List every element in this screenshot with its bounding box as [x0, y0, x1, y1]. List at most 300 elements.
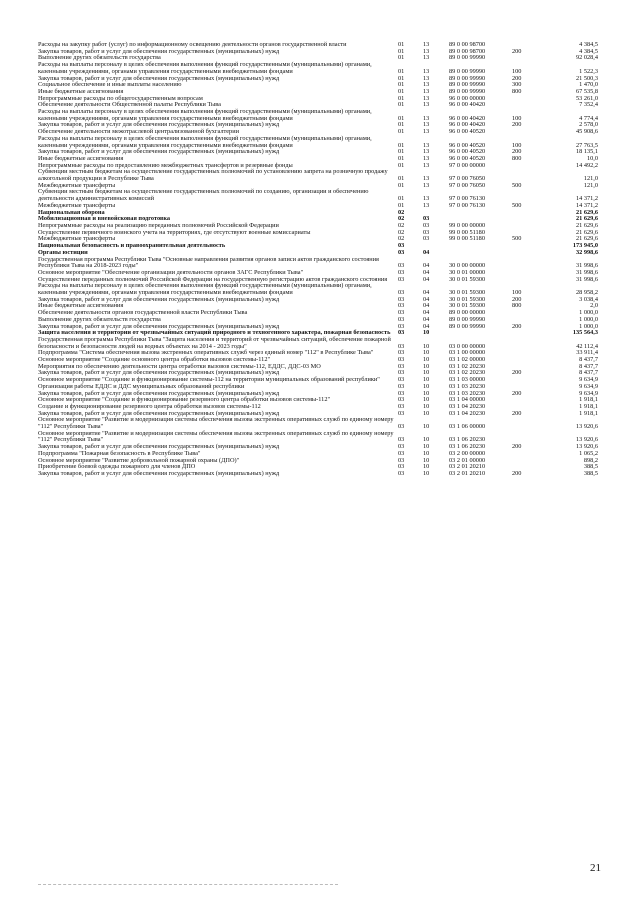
target-article-cell: 89 0 00 99990 [449, 322, 486, 330]
target-article-cell: 96 0 00 40420 [449, 121, 486, 129]
expense-name-cell: Обеспечение деятельности Общественной палаты Республики Тыва [38, 101, 221, 109]
section-code-cell: 01 [398, 94, 405, 102]
section-code-cell: 03 [398, 470, 405, 477]
expense-name-cell: Основное мероприятие "Создание и функционирование системы-112 на территории муниципальных образований республики" [38, 376, 380, 384]
target-article-cell: 96 0 00 40520 [449, 148, 486, 156]
expense-name-cell: Защита населения и территории от чрезвычайных ситуаций природного и техногенного характера, пожарная безопасность [38, 329, 391, 337]
amount-cell: 1 918,1 [579, 402, 598, 410]
expense-type-cell: 200 [512, 121, 522, 129]
expense-name-cell: Закупка товаров, работ и услуг для обеспечения государственных (муниципальных) нужд [38, 322, 280, 330]
subsection-code-cell: 10 [423, 362, 430, 370]
amount-cell: 14 371,2 [575, 195, 598, 203]
subsection-code-cell: 10 [423, 409, 430, 417]
section-code-cell: 03 [398, 423, 405, 431]
amount-cell: 13 920,6 [575, 436, 598, 444]
target-article-cell: 89 0 00 98700 [449, 41, 486, 48]
amount-cell: 31 998,6 [575, 268, 598, 276]
section-code-cell: 01 [398, 148, 405, 156]
target-article-cell: 30 0 01 59300 [449, 289, 486, 297]
expense-type-cell: 200 [512, 295, 522, 303]
target-article-cell: 03 1 06 20230 [449, 443, 486, 451]
subsection-code-cell: 10 [423, 456, 430, 464]
amount-cell: 388,5 [583, 470, 598, 477]
amount-cell: 13 920,6 [575, 443, 598, 451]
amount-cell: 33 911,4 [576, 349, 598, 357]
expense-type-cell: 200 [512, 443, 522, 451]
expense-type-cell: 100 [512, 67, 522, 75]
target-article-cell: 30 0 01 00000 [449, 268, 486, 276]
table-row [38, 203, 598, 210]
amount-cell: 1 918,1 [579, 396, 598, 404]
subsection-code-cell: 13 [423, 175, 430, 183]
amount-cell: 31 998,6 [575, 262, 598, 270]
amount-cell: 13 920,6 [575, 423, 598, 431]
section-code-cell: 03 [398, 356, 405, 364]
section-code-cell: 01 [398, 128, 405, 136]
section-code-cell: 01 [398, 154, 405, 162]
subsection-code-cell: 13 [423, 141, 430, 149]
expense-type-cell: 800 [512, 302, 522, 310]
subsection-code-cell: 10 [423, 329, 430, 337]
section-code-cell: 03 [398, 309, 405, 317]
amount-cell: 9 634,9 [579, 389, 598, 397]
expense-name-cell: Подпрограмма "Пожарная безопасность в Республике Тыва" [38, 449, 201, 457]
expense-name-cell: Организация работы ЕДДС и ДДС муниципальных образований республики [38, 382, 245, 390]
section-code-cell: 03 [398, 302, 405, 310]
subsection-code-cell: 04 [423, 248, 430, 256]
expense-name-cell: Непрограммные расходы по предоставлению межбюджетных трансфертов и резервные фонды [38, 161, 293, 169]
subsection-code-cell: 10 [423, 349, 430, 357]
target-article-cell: 89 0 00 99990 [449, 81, 486, 89]
target-article-cell: 97 0 00 76130 [449, 201, 486, 209]
expense-name-cell: Осуществление первичного воинского учета на территориях, где отсутствуют военные комиссариаты [38, 228, 311, 236]
subsection-code-cell: 04 [423, 315, 430, 323]
amount-cell: 8 437,7 [579, 356, 598, 364]
target-article-cell: 97 0 00 76050 [449, 181, 486, 189]
expense-name-cell: Приобретение боевой одежды пожарного для членов ДПО [38, 463, 196, 471]
expense-name-cell: Закупка товаров, работ и услуг для обеспечения государственных (муниципальных) нужд [38, 389, 280, 397]
table-row [38, 189, 598, 202]
subsection-code-cell: 04 [423, 322, 430, 330]
subsection-code-cell: 13 [423, 101, 430, 109]
expense-name-cell: Обеспечение деятельности органов государственной власти Республики Тыва [38, 309, 248, 317]
section-code-cell: 02 [398, 228, 405, 236]
expense-name-cell: Осуществление переданных полномочий Российской Федерации на государственную регистрацию актов гражданского состояния [38, 275, 388, 283]
amount-cell: 121,0 [583, 175, 598, 183]
subsection-code-cell: 04 [423, 295, 430, 303]
target-article-cell: 03 1 02 00000 [449, 356, 486, 364]
section-code-cell: 03 [398, 242, 405, 250]
target-article-cell: 99 0 00 51180 [449, 235, 485, 243]
section-code-cell: 01 [398, 74, 405, 82]
expense-name-cell: Создание и функционирование резервного центра обработки вызовов системы-112 [38, 402, 261, 410]
expense-name-cell: Выполнение других обязательств государства [38, 54, 161, 62]
section-code-cell: 03 [398, 322, 405, 330]
expense-type-cell: 200 [512, 322, 522, 330]
expense-name-cell: Государственная программа Республики Тыва "Защита населения и территорий от чрезвычайных ситуаций, обеспечение пожарной безопасности и безопасности людей на водных объектах на 2014 - 2023 годы" [38, 335, 391, 350]
subsection-code-cell: 13 [423, 128, 430, 136]
expense-name-cell: Мобилизационная и вневойсковая подготовка [38, 215, 171, 223]
section-code-cell: 03 [398, 396, 405, 404]
target-article-cell: 03 1 03 20230 [449, 382, 486, 390]
subsection-code-cell: 10 [423, 396, 430, 404]
table-row [38, 243, 598, 250]
target-article-cell: 03 2 00 00000 [449, 449, 486, 457]
section-code-cell: 03 [398, 436, 405, 444]
amount-cell: 21 629,6 [575, 215, 598, 223]
expense-name-cell: Расходы на выплаты персоналу в целях обеспечения выполнения функций государственными (муниципальными) органами, казенными учреждениями, органами управления государственными внебюджетными фондами [38, 134, 372, 149]
amount-cell: 18 135,1 [575, 148, 598, 156]
target-article-cell: 99 0 00 00000 [449, 221, 486, 229]
section-code-cell: 03 [398, 443, 405, 451]
target-article-cell: 96 0 00 40420 [449, 114, 486, 122]
expense-name-cell: Обеспечение деятельности межотраслевой централизованной бухгалтерии [38, 128, 239, 136]
amount-cell: 21 629,6 [575, 208, 598, 216]
amount-cell: 1 000,0 [579, 322, 598, 330]
section-code-cell: 01 [398, 47, 405, 55]
expense-name-cell: Субвенции местным бюджетам на осуществление государственных полномочий по установлению запрета на розничную продажу алкогольной продукции в Республике Тыва [38, 168, 388, 183]
target-article-cell: 96 0 00 40420 [449, 101, 486, 109]
expense-name-cell: Основное мероприятие "Развитие добровольной пожарной охраны (ДПО)" [38, 456, 240, 464]
expense-name-cell: Межбюджетные трансферты [38, 235, 116, 243]
subsection-code-cell: 13 [423, 74, 430, 82]
expense-name-cell: Закупка товаров, работ и услуг для обеспечения государственных (муниципальных) нужд [38, 47, 280, 55]
target-article-cell: 03 1 02 20230 [449, 362, 486, 370]
table-row [38, 431, 598, 444]
target-article-cell: 30 0 00 00000 [449, 262, 486, 270]
expense-name-cell: Расходы на закупку работ (услуг) по информационному освещению деятельности органов государственной власти [38, 41, 347, 48]
target-article-cell: 30 0 01 59300 [449, 295, 486, 303]
expense-type-cell: 200 [512, 47, 522, 55]
expense-name-cell: Расходы на выплаты персоналу в целях обеспечения выполнения функций государственными (муниципальными) органами, казенными учреждениями, органами управления государственными внебюджетными фондами [38, 61, 372, 75]
expense-name-cell: Закупка товаров, работ и услуг для обеспечения государственных (муниципальных) нужд [38, 121, 280, 129]
expense-name-cell: Закупка товаров, работ и услуг для обеспечения государственных (муниципальных) нужд [38, 470, 280, 477]
expense-type-cell: 200 [512, 369, 522, 377]
expense-name-cell: Иные бюджетные ассигнования [38, 154, 124, 162]
expense-name-cell: Органы юстиции [38, 248, 88, 256]
expense-name-cell: Закупка товаров, работ и услуг для обеспечения государственных (муниципальных) нужд [38, 295, 280, 303]
section-code-cell: 03 [398, 456, 405, 464]
subsection-code-cell: 13 [423, 47, 430, 55]
section-code-cell: 02 [398, 221, 405, 229]
section-code-cell: 03 [398, 362, 405, 370]
subsection-code-cell: 04 [423, 275, 430, 283]
amount-cell: 21 629,6 [575, 221, 598, 229]
section-code-cell: 03 [398, 315, 405, 323]
target-article-cell: 96 0 00 40520 [449, 141, 486, 149]
section-code-cell: 03 [398, 382, 405, 390]
section-code-cell: 02 [398, 235, 405, 243]
target-article-cell: 03 1 03 20230 [449, 389, 486, 397]
subsection-code-cell: 13 [423, 114, 430, 122]
amount-cell: 67 535,8 [575, 87, 598, 95]
expense-name-cell: Подпрограмма "Система обеспечения вызова экстренных оперативных служб через единый номер "112" в Республике Тыва" [38, 349, 374, 357]
section-code-cell: 03 [398, 376, 405, 384]
expense-name-cell: Закупка товаров, работ и услуг для обеспечения государственных (муниципальных) нужд [38, 409, 280, 417]
budget-table [38, 42, 598, 478]
subsection-code-cell: 10 [423, 470, 430, 477]
amount-cell: 14 492,2 [575, 161, 598, 169]
subsection-code-cell: 03 [423, 221, 430, 229]
amount-cell: 31 998,6 [575, 275, 598, 283]
amount-cell: 8 437,7 [579, 369, 598, 377]
section-code-cell: 01 [398, 181, 405, 189]
expense-name-cell: Межбюджетные трансферты [38, 201, 116, 209]
section-code-cell: 01 [398, 54, 405, 62]
target-article-cell: 03 1 00 00000 [449, 349, 486, 357]
amount-cell: 1 000,0 [579, 315, 598, 323]
amount-cell: 14 371,2 [575, 201, 598, 209]
table-row [38, 417, 598, 430]
amount-cell: 42 112,4 [576, 342, 598, 350]
target-article-cell: 97 0 00 00000 [449, 161, 486, 169]
expense-name-cell: Закупка товаров, работ и услуг для обеспечения государственных (муниципальных) нужд [38, 148, 280, 156]
amount-cell: 1 470,0 [579, 81, 598, 89]
amount-cell: 898,2 [583, 456, 598, 464]
expense-name-cell: Национальная оборона [38, 208, 105, 216]
expense-name-cell: Выполнение других обязательств государства [38, 315, 161, 323]
section-code-cell: 01 [398, 201, 405, 209]
target-article-cell: 03 2 01 20210 [449, 463, 486, 471]
expense-name-cell: Расходы на выплаты персоналу в целях обеспечения выполнения функций государственными (муниципальными) органами, казенными учреждениями, органами управления государственными внебюджетными фондами [38, 108, 372, 122]
section-code-cell: 02 [398, 215, 405, 223]
section-code-cell: 01 [398, 195, 405, 203]
expense-type-cell: 500 [512, 201, 522, 209]
section-code-cell: 03 [398, 342, 405, 350]
subsection-code-cell: 03 [423, 215, 430, 223]
expense-name-cell: Основное мероприятие "Развитие и модернизация системы обеспечения вызова экстренных оперативных служб по единому номеру "112" Республики Тыва" [38, 429, 394, 444]
subsection-code-cell: 10 [423, 376, 430, 384]
amount-cell: 1 918,1 [579, 409, 598, 417]
amount-cell: 92 028,4 [575, 54, 598, 62]
expense-name-cell: Непрограммные расходы по общегосударственным вопросам [38, 94, 203, 102]
expense-type-cell: 200 [512, 470, 522, 477]
expense-name-cell: Мероприятия по обеспечению деятельности центра отработки вызовов системы-112, ЕДДС, ДДС-03 МО [38, 362, 321, 370]
amount-cell: 10,0 [586, 154, 598, 162]
subsection-code-cell: 10 [423, 382, 430, 390]
page-number: 21 [590, 862, 601, 874]
target-article-cell: 89 0 00 99990 [449, 54, 486, 62]
subsection-code-cell: 13 [423, 195, 430, 203]
section-code-cell: 03 [398, 349, 405, 357]
amount-cell: 21 629,6 [575, 228, 598, 236]
amount-cell: 21 500,3 [575, 74, 598, 82]
amount-cell: 1 522,3 [579, 67, 598, 75]
table-row [38, 337, 598, 350]
expense-type-cell: 500 [512, 235, 522, 243]
target-article-cell: 89 0 00 99990 [449, 74, 486, 82]
expense-name-cell: Основное мероприятие "Обеспечение организации деятельности органов ЗАГС Республики Тыва" [38, 268, 304, 276]
target-article-cell: 03 1 04 20230 [449, 409, 486, 417]
expense-name-cell: Социальное обеспечение и иные выплаты населению [38, 81, 182, 89]
section-code-cell: 01 [398, 81, 405, 89]
expense-type-cell: 200 [512, 74, 522, 82]
section-code-cell: 01 [398, 41, 405, 48]
expense-type-cell: 100 [512, 289, 522, 297]
amount-cell: 7 352,4 [579, 101, 598, 109]
target-article-cell: 89 0 00 99990 [449, 67, 486, 75]
expense-type-cell: 200 [512, 389, 522, 397]
table-row [38, 136, 598, 149]
target-article-cell: 03 1 06 20230 [449, 436, 486, 444]
subsection-code-cell: 10 [423, 342, 430, 350]
section-code-cell: 03 [398, 449, 405, 457]
subsection-code-cell: 13 [423, 94, 430, 102]
subsection-code-cell: 03 [423, 235, 430, 243]
expense-name-cell: Основное мероприятие "Создание и функционирование резервного центра обработки вызовов системы-112" [38, 396, 331, 404]
target-article-cell: 03 0 00 00000 [449, 342, 486, 350]
section-code-cell: 03 [398, 289, 405, 297]
amount-cell: 9 634,9 [579, 382, 598, 390]
expense-type-cell: 300 [512, 81, 522, 89]
expense-type-cell: 800 [512, 154, 522, 162]
table-row [38, 257, 598, 270]
subsection-code-cell: 04 [423, 262, 430, 270]
table-row [38, 109, 598, 122]
section-code-cell: 01 [398, 114, 405, 122]
amount-cell: 2,0 [590, 302, 598, 310]
subsection-code-cell: 13 [423, 41, 430, 48]
subsection-code-cell: 10 [423, 443, 430, 451]
section-code-cell: 01 [398, 175, 405, 183]
section-code-cell: 01 [398, 67, 405, 75]
subsection-code-cell: 10 [423, 463, 430, 471]
subsection-code-cell: 13 [423, 148, 430, 156]
subsection-code-cell: 13 [423, 67, 430, 75]
section-code-cell: 01 [398, 87, 405, 95]
expense-name-cell: Непрограммные расходы на реализацию переданных полномочий Российской Федерации [38, 221, 279, 229]
amount-cell: 9 634,9 [579, 376, 598, 384]
expense-name-cell: Межбюджетные трансферты [38, 181, 116, 189]
expense-name-cell: Закупка товаров, работ и услуг для обеспечения государственных (муниципальных) нужд [38, 74, 280, 82]
amount-cell: 4 384,5 [579, 41, 598, 48]
table-row [38, 169, 598, 182]
subsection-code-cell: 10 [423, 356, 430, 364]
section-code-cell: 02 [398, 208, 405, 216]
subsection-code-cell: 03 [423, 228, 430, 236]
section-code-cell: 01 [398, 161, 405, 169]
expense-type-cell: 800 [512, 87, 522, 95]
section-code-cell: 01 [398, 101, 405, 109]
section-code-cell: 03 [398, 409, 405, 417]
amount-cell: 135 564,3 [572, 329, 598, 337]
target-article-cell: 96 0 00 40520 [449, 154, 486, 162]
subsection-code-cell: 10 [423, 402, 430, 410]
amount-cell: 1 065,2 [579, 449, 598, 457]
amount-cell: 32 998,6 [575, 248, 598, 256]
target-article-cell: 03 1 03 00000 [449, 376, 486, 384]
amount-cell: 8 437,7 [579, 362, 598, 370]
subsection-code-cell: 10 [423, 436, 430, 444]
amount-cell: 21 629,6 [575, 235, 598, 243]
expense-type-cell: 100 [512, 114, 522, 122]
target-article-cell: 03 1 02 20230 [449, 369, 486, 377]
subsection-code-cell: 13 [423, 201, 430, 209]
amount-cell: 53 261,0 [575, 94, 598, 102]
expense-name-cell: Основное мероприятие "Создание основного центра обработки вызовов системы-112" [38, 356, 271, 364]
expense-name-cell: Государственная программа Республики Тыва "Основные направления развития органов записи актов гражданского состояния Республики Тыва на 2018-2023 годы" [38, 255, 379, 270]
target-article-cell: 97 0 00 76050 [449, 175, 486, 183]
section-code-cell: 03 [398, 268, 405, 276]
subsection-code-cell: 10 [423, 369, 430, 377]
target-article-cell: 89 0 00 99990 [449, 87, 486, 95]
amount-cell: 28 958,2 [575, 289, 598, 297]
expense-name-cell: Закупка товаров, работ и услуг для обеспечения государственных (муниципальных) нужд [38, 369, 280, 377]
section-code-cell: 03 [398, 295, 405, 303]
section-code-cell: 03 [398, 402, 405, 410]
subsection-code-cell: 13 [423, 181, 430, 189]
subsection-code-cell: 10 [423, 389, 430, 397]
section-code-cell: 03 [398, 369, 405, 377]
subsection-code-cell: 13 [423, 54, 430, 62]
section-code-cell: 03 [398, 262, 405, 270]
subsection-code-cell: 10 [423, 423, 430, 431]
table-row [38, 471, 598, 478]
target-article-cell: 03 1 04 20230 [449, 402, 486, 410]
section-code-cell: 03 [398, 463, 405, 471]
target-article-cell: 03 1 04 00000 [449, 396, 486, 404]
subsection-code-cell: 04 [423, 268, 430, 276]
expense-type-cell: 200 [512, 409, 522, 417]
amount-cell: 45 908,6 [575, 128, 598, 136]
expense-type-cell: 500 [512, 181, 522, 189]
amount-cell: 121,0 [583, 181, 598, 189]
target-article-cell: 97 0 00 76130 [449, 195, 486, 203]
amount-cell: 1 000,0 [579, 309, 598, 317]
target-article-cell: 89 0 00 99990 [449, 315, 486, 323]
expense-name-cell: Расходы на выплаты персоналу в целях обеспечения выполнения функций государственными (муниципальными) органами, казенными учреждениями, органами управления государственными внебюджетными фондами [38, 282, 372, 297]
target-article-cell: 89 0 00 98700 [449, 47, 486, 55]
expense-name-cell: Закупка товаров, работ и услуг для обеспечения государственных (муниципальных) нужд [38, 443, 280, 451]
amount-cell: 3 038,4 [579, 295, 598, 303]
target-article-cell: 03 1 06 00000 [449, 423, 486, 431]
subsection-code-cell: 04 [423, 309, 430, 317]
subsection-code-cell: 13 [423, 121, 430, 129]
amount-cell: 4 774,4 [579, 114, 598, 122]
subsection-code-cell: 10 [423, 449, 430, 457]
section-code-cell: 01 [398, 121, 405, 129]
expense-name-cell: Иные бюджетные ассигнования [38, 87, 124, 95]
expense-name-cell: Национальная безопасность и правоохранительная деятельность [38, 242, 226, 250]
section-code-cell: 03 [398, 329, 405, 337]
amount-cell: 4 384,5 [579, 47, 598, 55]
expense-name-cell: Субвенции местным бюджетам на осуществление государственных полномочий по созданию, организации и обеспечению деятельности административных комиссий [38, 188, 369, 203]
subsection-code-cell: 04 [423, 302, 430, 310]
amount-cell: 27 763,5 [575, 141, 598, 149]
target-article-cell: 96 0 00 40520 [449, 128, 486, 136]
expense-name-cell: Иные бюджетные ассигнования [38, 302, 124, 310]
section-code-cell: 03 [398, 248, 405, 256]
target-article-cell: 03 2 01 20210 [449, 470, 486, 477]
target-article-cell: 30 0 01 59300 [449, 275, 486, 283]
target-article-cell: 96 0 00 00000 [449, 94, 486, 102]
target-article-cell: 99 0 00 51180 [449, 228, 485, 236]
table-row [38, 283, 598, 296]
section-code-cell: 01 [398, 141, 405, 149]
amount-cell: 388,5 [583, 463, 598, 471]
subsection-code-cell: 04 [423, 289, 430, 297]
expense-name-cell: Основное мероприятие "Развитие и модернизация системы обеспечения вызова экстренных оперативных служб по единому номеру "112" Республики Тыва" [38, 416, 394, 431]
subsection-code-cell: 13 [423, 87, 430, 95]
target-article-cell: 03 2 01 00000 [449, 456, 486, 464]
expense-type-cell: 100 [512, 141, 522, 149]
amount-cell: 173 945,0 [572, 242, 598, 250]
amount-cell: 2 578,0 [579, 121, 598, 129]
target-article-cell: 89 0 00 00000 [449, 309, 486, 317]
subsection-code-cell: 13 [423, 154, 430, 162]
section-code-cell: 03 [398, 275, 405, 283]
subsection-code-cell: 13 [423, 81, 430, 89]
